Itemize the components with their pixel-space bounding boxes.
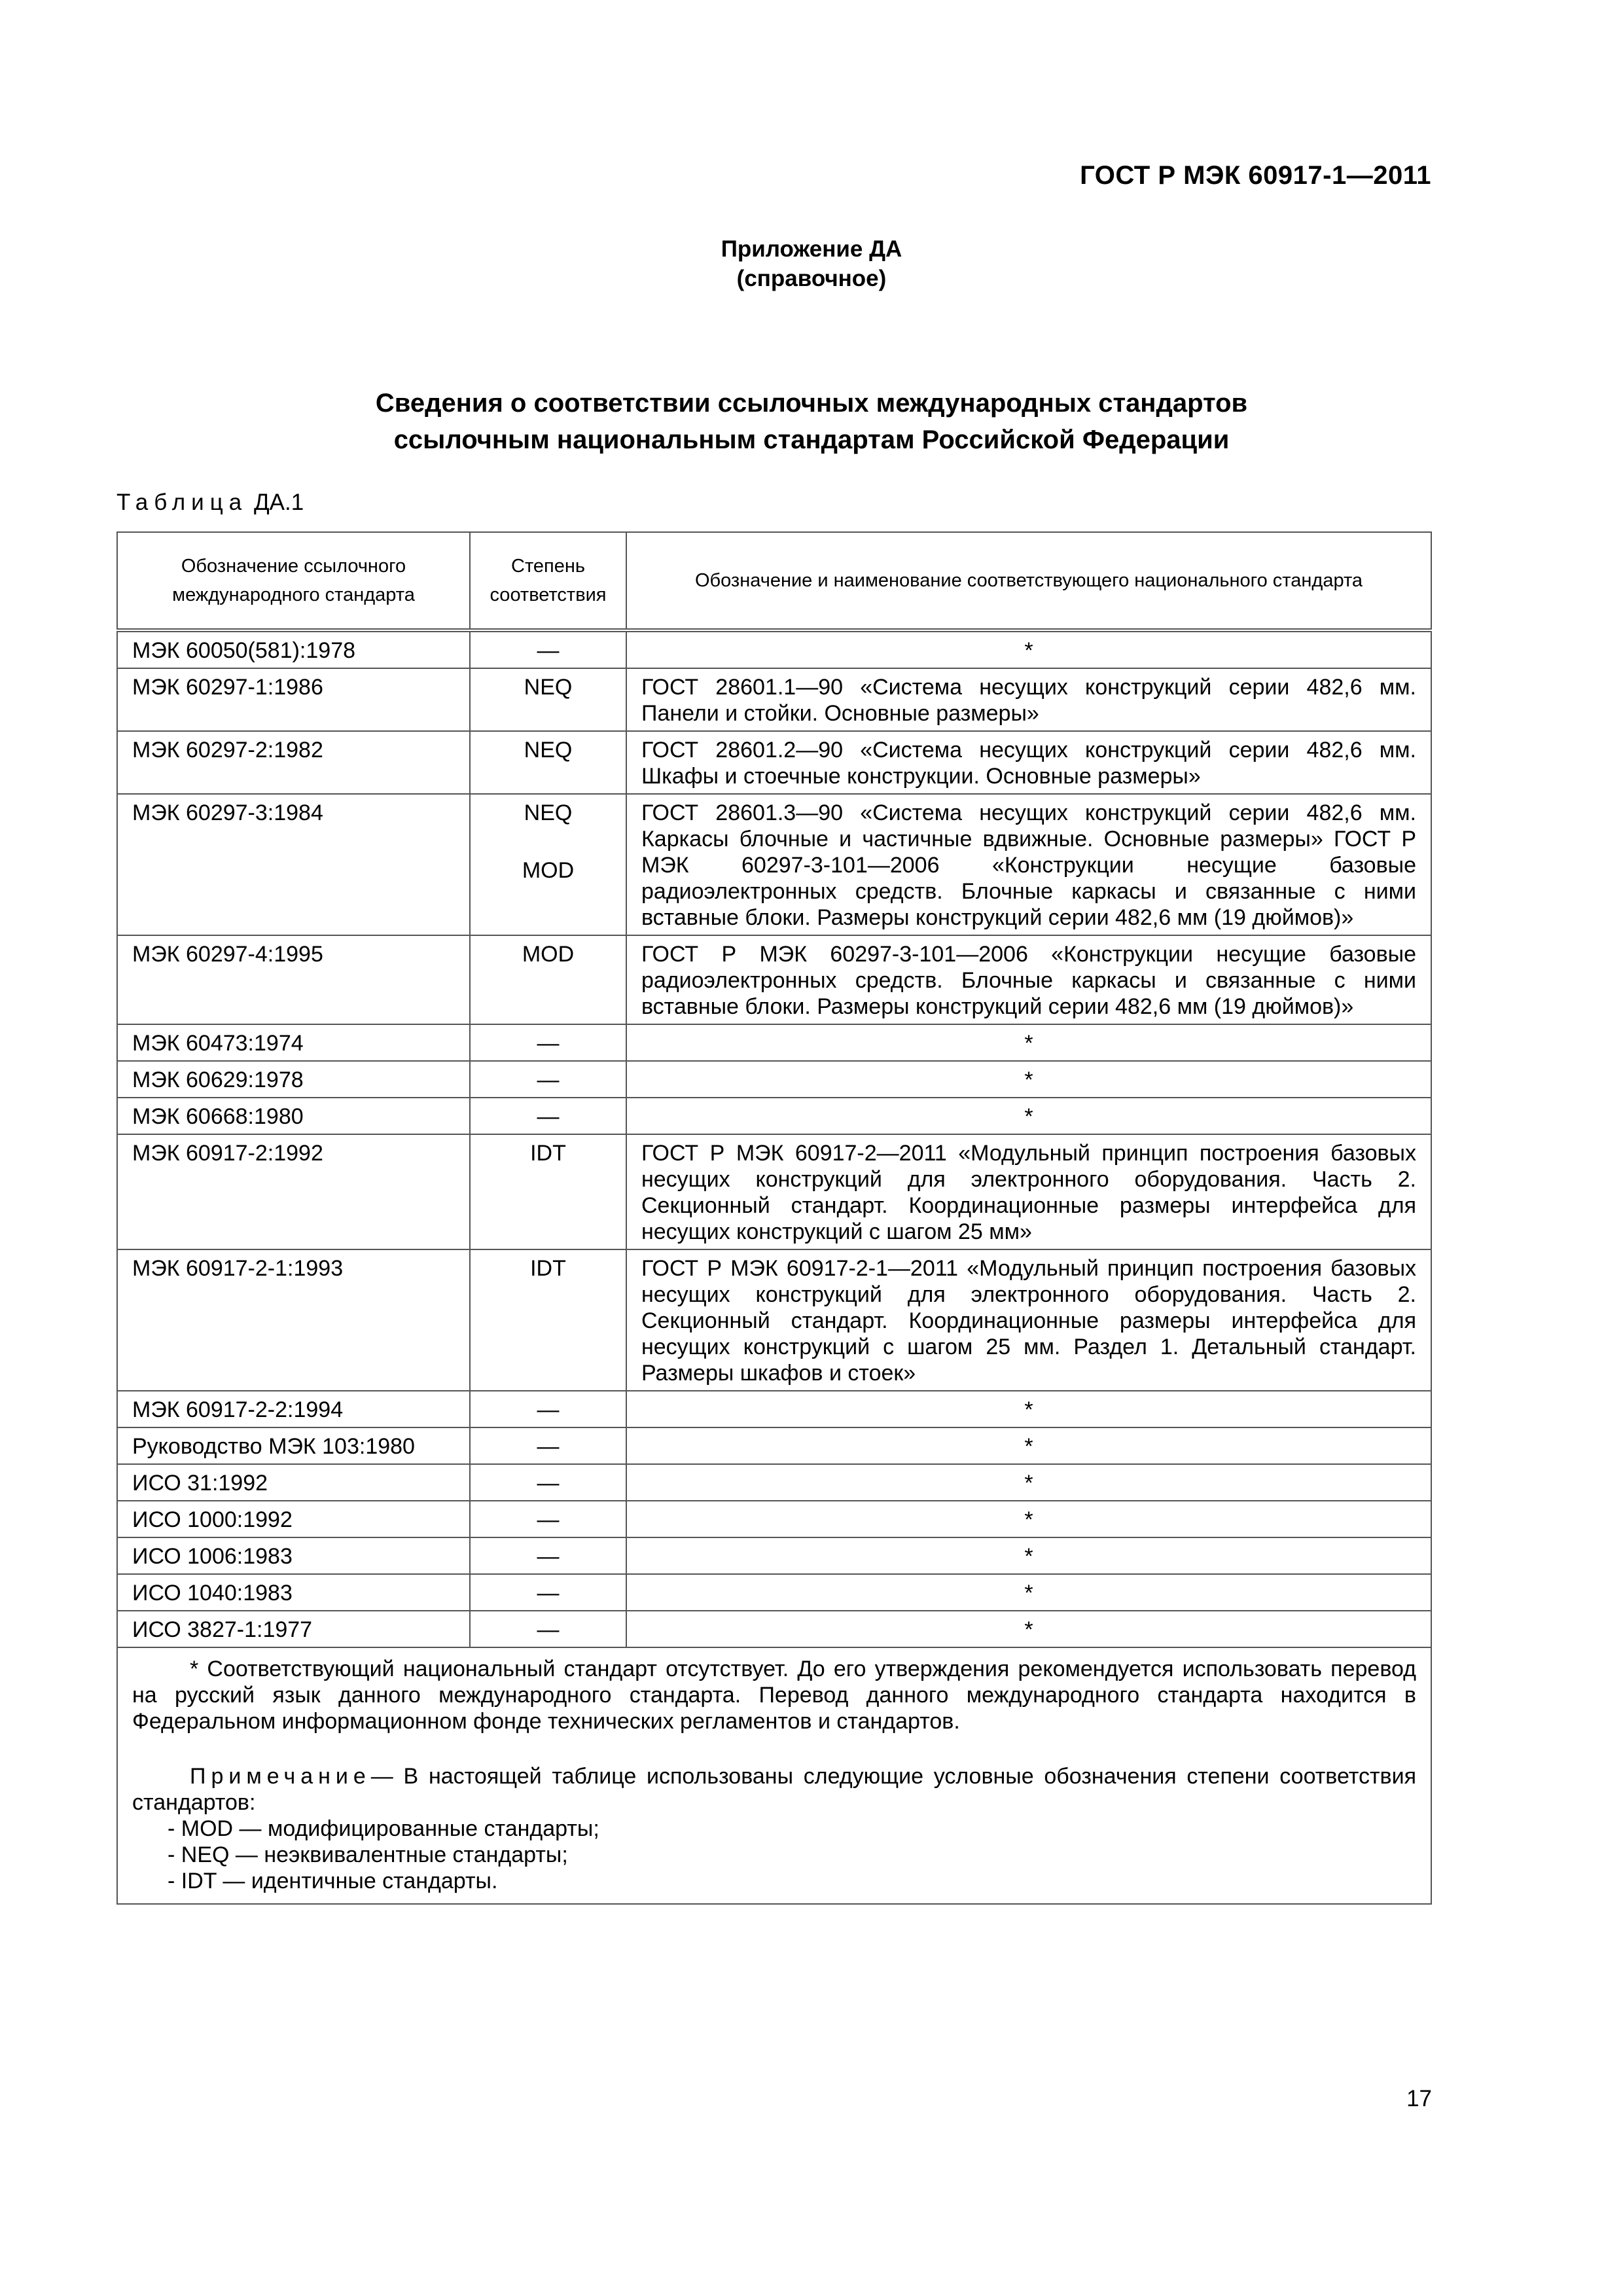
reference-standard-cell: МЭК 60297-1:1986	[117, 668, 470, 731]
degree-value: —	[537, 1031, 560, 1056]
degree-value: —	[537, 1434, 560, 1459]
national-standard-cell: ГОСТ Р МЭК 60297-3-101—2006 «Конструкции несущие базовые радиоэлектронных средств. Блочные каркасы и связанные с ними вставные блоки. Размеры конструкций серии 482,6 мм (19 дюймов)»	[626, 935, 1431, 1024]
degree-value: —	[537, 1544, 560, 1569]
degree-cell	[470, 935, 626, 1024]
table-row	[117, 935, 1431, 1024]
national-standard-cell: *	[626, 1098, 1431, 1134]
degree-cell	[470, 630, 626, 668]
reference-standard-cell: Руководство МЭК 103:1980	[117, 1427, 470, 1464]
degree-cell	[470, 1098, 626, 1134]
note-label: Примечание	[190, 1764, 371, 1789]
table-footer	[117, 1647, 1431, 1904]
table-row	[117, 1249, 1431, 1391]
degree-value: NEQ	[524, 675, 573, 700]
national-standard-cell: *	[626, 1427, 1431, 1464]
national-standard-cell: ГОСТ 28601.2—90 «Система несущих конструкций серии 482,6 мм. Шкафы и стоечные конструкции. Основные размеры»	[626, 731, 1431, 794]
reference-standard-cell: МЭК 60297-3:1984	[117, 794, 470, 935]
national-standard-cell: *	[626, 1061, 1431, 1098]
column-header-reference: Обозначение ссылочного международного стандарта	[117, 532, 470, 630]
reference-standard-cell: МЭК 60297-2:1982	[117, 731, 470, 794]
national-standard-cell: ГОСТ 28601.1—90 «Система несущих конструкций серии 482,6 мм. Панели и стойки. Основные размеры»	[626, 668, 1431, 731]
degree-value: —	[537, 638, 560, 663]
table-header-row	[117, 532, 1431, 630]
note-text: — В настоящей таблице использованы следующие условные обозначения степени соответствия стандартов:	[132, 1764, 1416, 1815]
national-standard-cell: *	[626, 1574, 1431, 1611]
reference-standard-cell: МЭК 60297-4:1995	[117, 935, 470, 1024]
table-row	[117, 794, 1431, 935]
national-standard-cell: *	[626, 1464, 1431, 1501]
table-row	[117, 1537, 1431, 1574]
degree-value: NEQ	[524, 738, 573, 762]
national-standard-cell: *	[626, 1024, 1431, 1061]
table-row	[117, 1134, 1431, 1249]
note-item: - MOD — модифицированные стандарты;	[168, 1816, 599, 1841]
document-title	[0, 385, 1623, 458]
degree-cell	[470, 1464, 626, 1501]
degree-value: NEQ	[524, 800, 573, 825]
degree-value: IDT	[530, 1141, 566, 1166]
column-header-national: Обозначение и наименование соответствующего национального стандарта	[626, 532, 1431, 630]
table-row	[117, 1611, 1431, 1647]
table-row	[117, 1574, 1431, 1611]
appendix-title: Приложение ДА	[721, 236, 902, 262]
standard-code: ГОСТ Р МЭК 60917-1—2011	[1080, 161, 1431, 190]
national-standard-cell: ГОСТ 28601.3—90 «Система несущих конструкций серии 482,6 мм. Каркасы блочные и частичные вдвижные. Основные размеры» ГОСТ Р МЭК 60297-3-101—2006 «Конструкции несущие базовые радиоэлектронных средств. Блочные каркасы и связанные с ними вставные блоки. Размеры конструкций серии 482,6 мм (19 дюймов)»	[626, 794, 1431, 935]
reference-standard-cell: МЭК 60473:1974	[117, 1024, 470, 1061]
appendix-heading	[0, 234, 1623, 293]
reference-standard-cell: МЭК 60668:1980	[117, 1098, 470, 1134]
reference-standard-cell: ИСО 1006:1983	[117, 1537, 470, 1574]
degree-cell	[470, 1061, 626, 1098]
table-footer-row	[117, 1647, 1431, 1904]
national-standard-cell: ГОСТ Р МЭК 60917-2-1—2011 «Модульный принцип построения базовых несущих конструкций для электронного оборудования. Часть 2. Секционный стандарт. Координационные размеры интерфейса для несущих конструкций с шагом 25 мм. Раздел 1. Детальный стандарт. Размеры шкафов и стоек»	[626, 1249, 1431, 1391]
footnote: * Соответствующий национальный стандарт отсутствует. До его утверждения рекомендуется использовать перевод на русский язык данного международного стандарта. Перевод данного международного стандарта находится в Федеральном информационном фонде технических регламентов и стандартов.	[132, 1657, 1416, 1734]
degree-cell	[470, 668, 626, 731]
national-standard-cell: *	[626, 1537, 1431, 1574]
degree-value: —	[537, 1397, 560, 1422]
title-line-2: ссылочным национальным стандартам Российской Федерации	[393, 425, 1230, 454]
table-row	[117, 1391, 1431, 1427]
table-row	[117, 1464, 1431, 1501]
page-number: 17	[1406, 2086, 1432, 2111]
title-line-1: Сведения о соответствии ссылочных международных стандартов	[375, 389, 1248, 418]
table-row	[117, 731, 1431, 794]
degree-value: MOD	[522, 942, 575, 967]
reference-standard-cell: ИСО 3827-1:1977	[117, 1611, 470, 1647]
table-label	[116, 490, 304, 516]
national-standard-cell: *	[626, 630, 1431, 668]
note-list	[132, 1816, 1416, 1894]
degree-value: IDT	[530, 1256, 566, 1281]
degree-cell	[470, 1574, 626, 1611]
degree-cell	[470, 1391, 626, 1427]
degree-cell	[470, 1134, 626, 1249]
national-standard-cell: *	[626, 1501, 1431, 1537]
note-item: - NEQ — неэквивалентные стандарты;	[168, 1842, 568, 1867]
reference-standard-cell: МЭК 60917-2:1992	[117, 1134, 470, 1249]
reference-standard-cell: ИСО 1000:1992	[117, 1501, 470, 1537]
table-row	[117, 1024, 1431, 1061]
appendix-type: (справочное)	[736, 266, 887, 291]
note-item: - IDT — идентичные стандарты.	[168, 1869, 498, 1893]
table-label-number: ДА.1	[253, 490, 304, 515]
degree-value: —	[537, 1507, 560, 1532]
degree-value: —	[537, 1617, 560, 1642]
degree-value: —	[537, 1471, 560, 1496]
degree-cell	[470, 1611, 626, 1647]
table-row	[117, 1501, 1431, 1537]
table-row	[117, 1061, 1431, 1098]
reference-standard-cell: МЭК 60917-2-1:1993	[117, 1249, 470, 1391]
table-row	[117, 630, 1431, 668]
degree-cell	[470, 794, 626, 935]
reference-standard-cell: МЭК 60917-2-2:1994	[117, 1391, 470, 1427]
degree-value: MOD	[522, 858, 575, 883]
table-row	[117, 1098, 1431, 1134]
table-row	[117, 1427, 1431, 1464]
reference-standard-cell: МЭК 60050(581):1978	[117, 630, 470, 668]
degree-cell	[470, 1249, 626, 1391]
national-standard-cell: *	[626, 1611, 1431, 1647]
correspondence-table	[116, 531, 1432, 1905]
reference-standard-cell: ИСО 1040:1983	[117, 1574, 470, 1611]
note	[132, 1763, 1416, 1816]
degree-value: —	[537, 1067, 560, 1092]
degree-cell	[470, 1427, 626, 1464]
degree-cell	[470, 1024, 626, 1061]
national-standard-cell: ГОСТ Р МЭК 60917-2—2011 «Модульный принцип построения базовых несущих конструкций для электронного оборудования. Часть 2. Секционный стандарт. Координационные размеры интерфейса для несущих конструкций с шагом 25 мм»	[626, 1134, 1431, 1249]
reference-standard-cell: ИСО 31:1992	[117, 1464, 470, 1501]
degree-cell	[470, 1501, 626, 1537]
degree-value: —	[537, 1104, 560, 1129]
national-standard-cell: *	[626, 1391, 1431, 1427]
degree-cell	[470, 1537, 626, 1574]
table-row	[117, 668, 1431, 731]
table-label-prefix: Таблица	[116, 490, 248, 515]
degree-cell	[470, 731, 626, 794]
reference-standard-cell: МЭК 60629:1978	[117, 1061, 470, 1098]
degree-value: —	[537, 1581, 560, 1605]
column-header-degree: Степень соответствия	[470, 532, 626, 630]
